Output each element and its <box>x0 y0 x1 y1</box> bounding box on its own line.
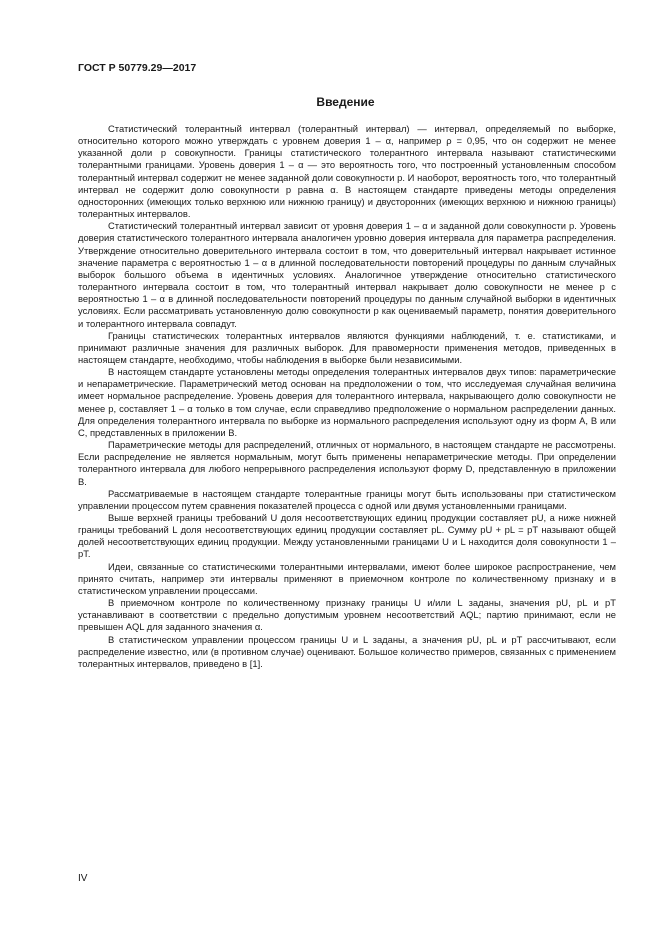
document-code: ГОСТ Р 50779.29—2017 <box>78 62 197 74</box>
paragraph: В настоящем стандарте установлены методы определения толерантных интервалов двух типов: параметрические и непараметрические. Параметрический метод основан на предположении о том, что исследуемая случайная величина имеет нормальное распределение. Уровень доверия для толерантного интервала, накрывающего долю совокупности не менее p, составляет 1 – α только в том случае, если справедливо предположение о нормальном распределении данных. Для определения толерантного интервала по выборке из нормального распределения используют одну из форм А, В или С, представленных в приложении В. <box>78 366 616 438</box>
paragraph: Параметрические методы для распределений, отличных от нормального, в настоящем стандарте не рассмотрены. Если распределение не является нормальным, могут быть применены непараметрические методы. При определении толерантного интервала для любого непрерывного распределения используют форму D, представленную в приложении В. <box>78 439 616 487</box>
page-number: IV <box>78 873 88 884</box>
paragraph: В статистическом управлении процессом границы U и L заданы, а значения pU, pL и pT рассчитывают, если распределение известно, или (в противном случае) оценивают. Большое количество примеров, связанных с применением толерантных интервалов, приведено в [1]. <box>78 633 616 669</box>
body-text <box>78 123 616 670</box>
paragraph: В приемочном контроле по количественному признаку границы U и/или L заданы, значения pU, pL и pT устанавливают в соответствии с предельно допустимым уровнем несоответствий AQL; партию принимают, если не превышен AQL для заданного значения α. <box>78 597 616 633</box>
paragraph: Статистический толерантный интервал (толерантный интервал) — интервал, определяемый по выборке, относительно которого можно утверждать с уровнем доверия 1 – α, например ρ = 0,95, что он содержит не менее указанной доли p совокупности. Границы статистического толерантного интервала называют статистическими толерантными границами. Уровень доверия 1 – α — это вероятность того, что построенный установленным способом толерантный интервал содержит не менее заданной доли совокупности p. И наоборот, вероятность того, что толерантный интервал не содержит долю совокупности p равна α. В настоящем стандарте приведены методы определения односторонних (имеющих только верхнюю или нижнюю границу) и двусторонних (имеющих верхнюю и нижнюю границы) толерантных интервалов. <box>78 123 616 220</box>
section-title: Введение <box>316 95 375 109</box>
paragraph: Выше верхней границы требований U доля несоответствующих единиц продукции составляет pU, а ниже нижней границы требований L доля несоответствующих единиц продукции составляет pL. Сумму pU + pL = pT называют общей долей несоответствующих единиц продукции. Между установленными границами U и L находится доля совокупности 1 – pT. <box>78 512 616 560</box>
paragraph: Рассматриваемые в настоящем стандарте толерантные границы могут быть использованы при статистическом управлении процессом путем сравнения показателей процесса с одной или двумя установленными границами. <box>78 487 616 511</box>
paragraph: Границы статистических толерантных интервалов являются функциями наблюдений, т. е. статистиками, и принимают различные значения для различных выборок. Для правомерности применения методов, приведенных в настоящем стандарте, необходимо, чтобы наблюдения в выборке были независимыми. <box>78 329 616 365</box>
paragraph: Статистический толерантный интервал зависит от уровня доверия 1 – α и заданной доли совокупности p. Уровень доверия статистического толерантного интервала аналогичен уровню доверия интервала для параметра распределения. Утверждение относительно доверительного интервала состоит в том, что доверительный интервал накрывает истинное значение параметра с вероятностью 1 – α в длинной последовательности повторений процедуры по данным случайных выборок большого объема в идентичных условиях. Аналогичное утверждение относительно статистического толерантного интервала состоит в том, что толерантный интервал накрывает долю совокупности не менее p с вероятностью 1 – α в длинной последовательности повторений процедуры по данным случайной выборки в идентичных условиях. Если рассматривать установленную долю совокупности p как оцениваемый параметр, понятия доверительного и толерантного интервала совпадут. <box>78 220 616 329</box>
paragraph: Идеи, связанные со статистическими толерантными интервалами, имеют более широкое распространение, чем принято считать, например эти интервалы применяют в приемочном контроле по количественному признаку и в статистическом управлении процессами. <box>78 560 616 596</box>
